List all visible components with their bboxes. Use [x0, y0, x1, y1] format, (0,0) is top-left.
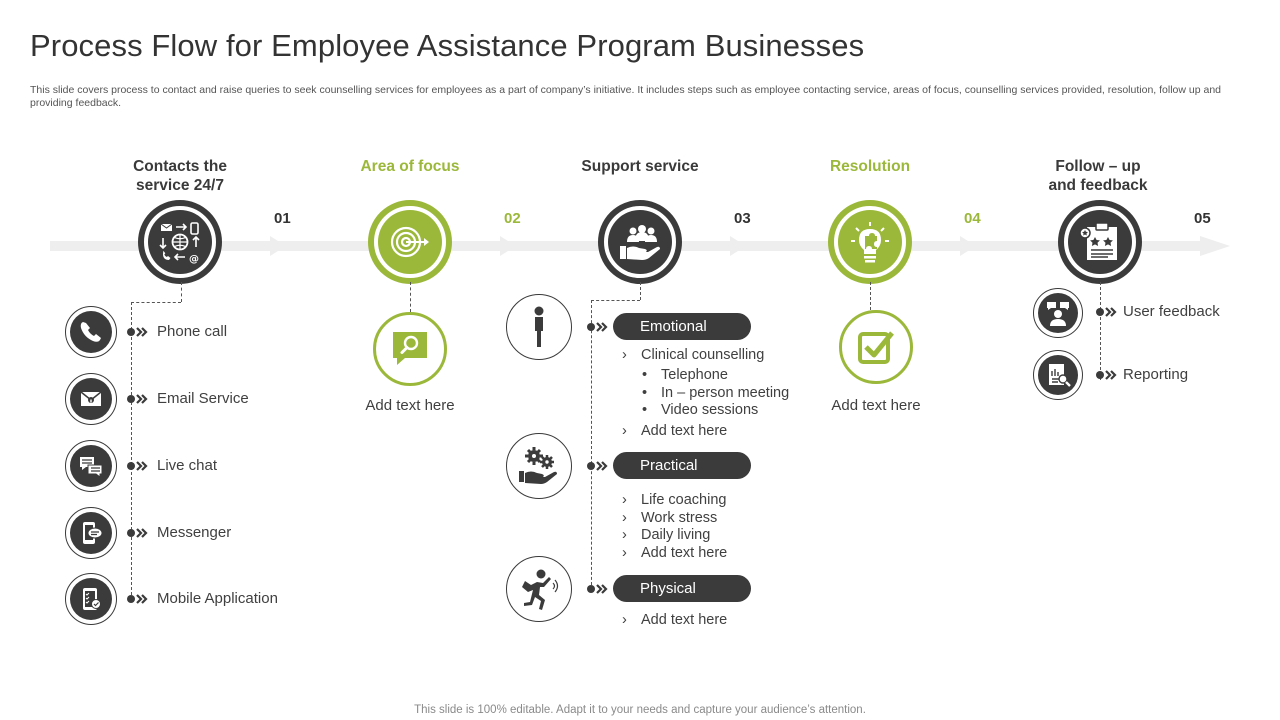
- step-5-title-line1: Follow – up: [1055, 158, 1141, 175]
- step-1-title: [100, 157, 260, 195]
- reporting-icon-wrap: [1033, 350, 1083, 400]
- resolution-text: Add text here: [831, 397, 921, 414]
- contact-label-email: Email Service: [157, 390, 249, 407]
- envelope-icon: [78, 386, 104, 412]
- phone-icon: [78, 319, 104, 345]
- physical-line: › Add text here: [622, 612, 728, 628]
- target-icon: [388, 220, 432, 264]
- practical-line: › Work stress: [622, 510, 718, 526]
- bullet-arrow-icon: [127, 394, 149, 404]
- bullet-arrow-icon: [127, 461, 149, 471]
- step-3-circle: [598, 200, 682, 284]
- connector: [410, 282, 411, 312]
- connector: [591, 300, 640, 301]
- practical-line-text: Work stress: [641, 510, 718, 526]
- bullet-arrow-icon: [587, 322, 609, 332]
- bullet-arrow-icon: [1096, 370, 1118, 380]
- practical-pill: Practical: [613, 452, 751, 479]
- contact-label-phone: Phone call: [157, 323, 228, 340]
- contact-item-icon-wrap: [65, 440, 117, 492]
- contact-label-messenger: Messenger: [157, 524, 232, 541]
- emotional-subline: • Telephone: [642, 367, 728, 383]
- step-5-number: 05: [1194, 210, 1211, 227]
- bullet-arrow-icon: [1096, 307, 1118, 317]
- svg-text:@: @: [189, 254, 199, 264]
- practical-line: › Daily living: [622, 527, 711, 543]
- contact-item-icon-wrap: [65, 507, 117, 559]
- footer-note: This slide is 100% editable. Adapt it to your needs and capture your audience’s attention.: [414, 704, 866, 716]
- step-2-circle: [368, 200, 452, 284]
- slide-description: This slide covers process to contact and raise queries to seek counselling services for employees as a part of company’s initiative. It includes steps such as employee contacting service, areas of focus, counselling services provided, resolution, follow up and providing feedback.: [30, 84, 1221, 109]
- step-5-title: [1018, 157, 1178, 195]
- bullet-arrow-icon: [127, 528, 149, 538]
- step-2-number: 02: [504, 210, 521, 227]
- bulb-puzzle-icon: [848, 219, 892, 265]
- person-running-icon: [519, 567, 559, 611]
- practical-icon-wrap: [506, 433, 572, 499]
- bullet-arrow-icon: [127, 594, 149, 604]
- clipboard-stars-icon: [1078, 220, 1122, 264]
- emotional-subline-text: Telephone: [661, 367, 728, 383]
- step-2-title: Area of focus: [360, 158, 460, 175]
- page-title: Process Flow for Employee Assistance Program Businesses: [30, 28, 865, 63]
- physical-icon-wrap: [506, 556, 572, 622]
- contact-channels-icon: [158, 220, 202, 264]
- physical-line-text: Add text here: [641, 612, 728, 628]
- step-3-title: Support service: [581, 158, 699, 175]
- emotional-line-text: Clinical counselling: [641, 347, 765, 363]
- step-3-number: 03: [734, 210, 751, 227]
- mobile-chat-icon: [78, 520, 104, 546]
- emotional-subline-text: Video sessions: [661, 402, 759, 418]
- step-1-circle: [138, 200, 222, 284]
- connector: [640, 282, 641, 300]
- user-feedback-icon-wrap: [1033, 288, 1083, 338]
- emotional-subline: • Video sessions: [642, 402, 759, 418]
- emotional-line: › Add text here: [622, 423, 728, 439]
- search-chat-icon: [390, 329, 430, 369]
- connector: [1100, 282, 1101, 380]
- focus-text: Add text here: [365, 397, 455, 414]
- contact-label-mobile-app: Mobile Application: [157, 590, 278, 607]
- connector: [131, 302, 181, 303]
- emotional-pill: Emotional: [613, 313, 751, 340]
- step-4-circle: [828, 200, 912, 284]
- step-5-title-line2: and feedback: [1048, 177, 1148, 194]
- step-1-title-line1: Contacts the: [133, 158, 227, 175]
- followup-label-user-feedback: User feedback: [1123, 303, 1220, 320]
- bullet-arrow-icon: [587, 461, 609, 471]
- connector: [870, 282, 871, 310]
- report-search-icon: [1044, 361, 1072, 389]
- checkbox-icon: [856, 327, 896, 367]
- contact-item-icon-wrap: [65, 373, 117, 425]
- step-5-circle: [1058, 200, 1142, 284]
- mobile-app-icon: [78, 586, 104, 612]
- focus-icon-wrap: [373, 312, 447, 386]
- practical-line-text: Life coaching: [641, 492, 727, 508]
- contact-label-live-chat: Live chat: [157, 457, 218, 474]
- contact-item-icon-wrap: [65, 306, 117, 358]
- chat-icon: [78, 453, 104, 479]
- physical-pill: Physical: [613, 575, 751, 602]
- connector: [131, 302, 132, 600]
- bullet-arrow-icon: [587, 584, 609, 594]
- bullet-arrow-icon: [127, 327, 149, 337]
- connector: [591, 300, 592, 590]
- practical-line: › Add text here: [622, 545, 728, 561]
- user-feedback-icon: [1044, 299, 1072, 327]
- step-4-number: 04: [964, 210, 981, 227]
- emotional-icon-wrap: [506, 294, 572, 360]
- connector: [181, 282, 182, 302]
- practical-line-text: Daily living: [641, 527, 711, 543]
- emotional-subline-text: In – person meeting: [661, 385, 790, 401]
- person-standing-icon: [524, 305, 554, 349]
- hand-people-icon: [617, 220, 663, 264]
- contact-item-icon-wrap: [65, 573, 117, 625]
- emotional-subline: • In – person meeting: [642, 385, 790, 401]
- hand-gears-icon: [517, 446, 561, 486]
- practical-line: › Life coaching: [622, 492, 727, 508]
- step-4-title: Resolution: [829, 158, 911, 175]
- step-1-title-line2: service 24/7: [136, 177, 224, 194]
- followup-label-reporting: Reporting: [1123, 366, 1189, 383]
- emotional-line-text: Add text here: [641, 423, 728, 439]
- resolution-icon-wrap: [839, 310, 913, 384]
- practical-line-text: Add text here: [641, 545, 728, 561]
- emotional-line: › Clinical counselling: [622, 347, 765, 363]
- step-1-number: 01: [274, 210, 291, 227]
